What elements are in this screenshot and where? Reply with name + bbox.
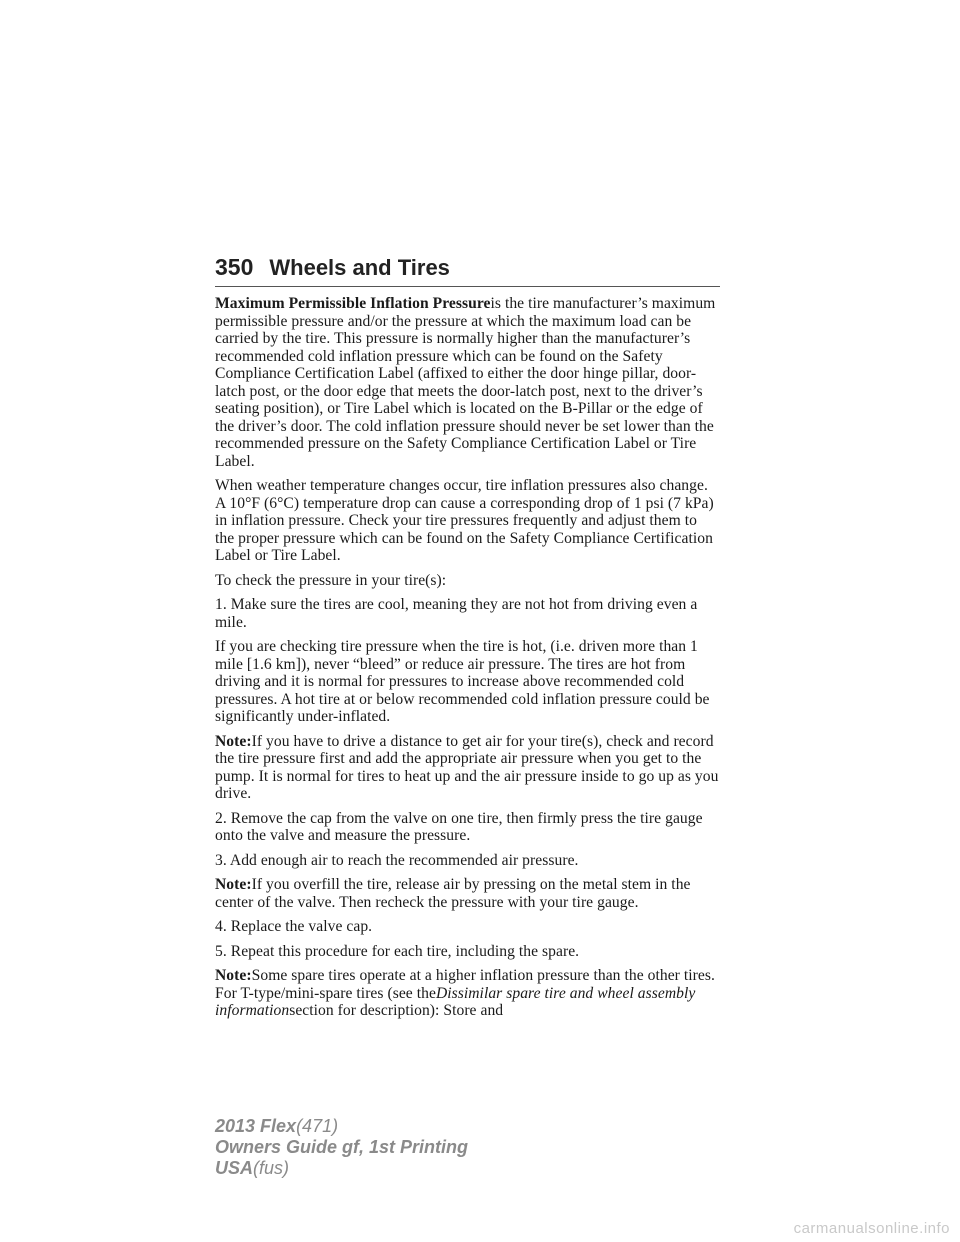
note-text-before: Some spare tires operate at a higher inflation pressure than the other tires. For T-type/mini-spare tires (see the (215, 967, 715, 1002)
paragraph-weather: When weather temperature changes occur, tire inflation pressures also change. A 10°F (6°C) temperature drop can cause a corresponding drop of 1 psi (7 kPa) in inflation pressure. Check your tire pressures frequently and adjust them to the proper pressure which can be found on the Safety Compliance Certification Label or Tire Label. (215, 477, 714, 564)
paragraph-check-intro: To check the pressure in your tire(s): (215, 571, 447, 589)
footer-line-market (215, 1158, 468, 1179)
footer-market-code: (fus) (253, 1158, 290, 1178)
paragraph-hot-tire: If you are checking tire pressure when the tire is hot, (i.e. driven more than 1 mile [1.6 km]), never “bleed” or reduce air pressure. The tires are hot from driving and it is normal for pressures to increase above recommended cold pressures. A hot tire at or below recommended cold inflation pressure could be significantly under-inflated. (215, 638, 710, 725)
note-label: Note: (215, 967, 252, 984)
note-text: If you have to drive a distance to get air for your tire(s), check and record the tire pressure first and add the appropriate air pressure when you get to the pump. It is normal for tires to heat up and the air pressure inside to go up as you drive. (215, 732, 719, 802)
footer-market: USA (215, 1158, 254, 1178)
note-label: Note: (215, 876, 252, 893)
watermark: carmanualsonline.info (793, 1220, 950, 1237)
footer-guide: Owners Guide gf, 1st Printing (215, 1137, 469, 1157)
footer-model: 2013 Flex (215, 1116, 297, 1136)
note-text-after: section for description): Store and (289, 1002, 504, 1019)
step-1: 1. Make sure the tires are cool, meaning they are not hot from driving even a mile. (215, 596, 698, 631)
footer-line-model (215, 1116, 468, 1137)
note-spare-tires (215, 967, 720, 1020)
note-drive-distance (215, 733, 720, 803)
paragraph-max-pressure (215, 295, 720, 470)
section-reference: Dissimilar spare tire and wheel assembly information (215, 984, 696, 1019)
page-footer (215, 1116, 468, 1179)
step-4: 4. Replace the valve cap. (215, 918, 373, 935)
note-text: If you overfill the tire, release air by pressing on the metal stem in the center of the valve. Then recheck the pressure with your tire gauge. (215, 876, 691, 911)
header-rule (215, 286, 720, 287)
term-max-pressure: Maximum Permissible Inflation Pressure (215, 295, 491, 312)
step-2: 2. Remove the cap from the valve on one tire, then firmly press the tire gauge onto the valve and measure the pressure. (215, 809, 703, 844)
page-header (215, 254, 720, 281)
page-number: 350 (215, 254, 254, 280)
footer-code: (471) (296, 1116, 339, 1136)
step-3: 3. Add enough air to reach the recommended air pressure. (215, 851, 579, 869)
step-5: 5. Repeat this procedure for each tire, including the spare. (215, 942, 580, 960)
section-title: Wheels and Tires (269, 255, 450, 280)
note-overfill (215, 876, 720, 911)
note-label: Note: (215, 732, 252, 750)
max-pressure-text: is the tire manufacturer’s maximum permissible pressure and/or the pressure at which the maximum load can be carried by the tire. This pressure is normally higher than the manufacturer’s recommended cold inflation pressure which can be found on the Safety Compliance Certification Label (affixed to either the door hinge pillar, door-latch post, or the door edge that meets the door-latch post, next to the driver’s seating position), or Tire Label which is located on the B-Pillar or the edge of the driver’s door. The cold inflation pressure should never be set lower than the recommended pressure on the Safety Compliance Certification Label or Tire Label. (215, 295, 716, 470)
page-content (215, 295, 720, 1027)
